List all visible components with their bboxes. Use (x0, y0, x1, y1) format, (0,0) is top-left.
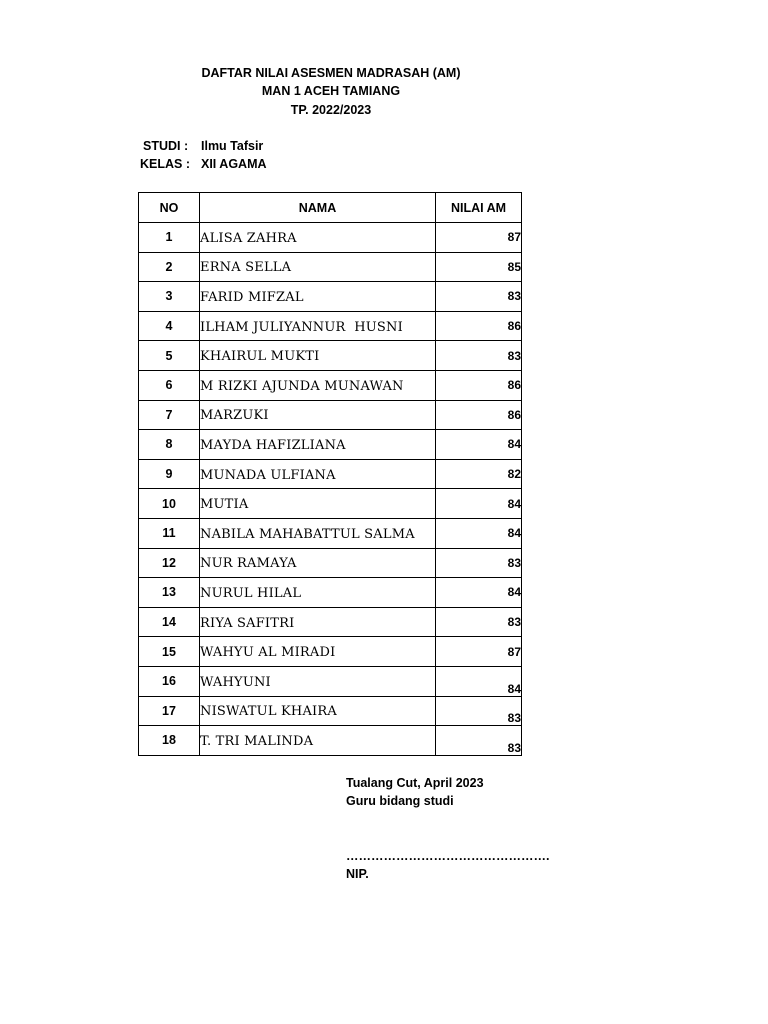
row-number: 5 (139, 341, 200, 371)
student-name-cell (200, 666, 436, 696)
student-name-cell (200, 607, 436, 637)
school-year: TP. 2022/2023 (290, 103, 372, 117)
table-row (139, 282, 522, 312)
table-row (139, 489, 522, 519)
student-name-cell (200, 400, 436, 430)
student-name: NABILA MAHABATTUL SALMA (200, 526, 415, 542)
score: 83 (436, 607, 522, 637)
student-name: M RIZKI AJUNDA MUNAWAN (200, 378, 404, 394)
signature-nip: NIP. (346, 867, 369, 881)
table-row (139, 370, 522, 400)
grades-table (138, 192, 522, 756)
student-name-cell (200, 430, 436, 460)
student-name-cell (200, 518, 436, 548)
row-number: 9 (139, 459, 200, 489)
student-name-cell (200, 489, 436, 519)
score: 86 (436, 311, 522, 341)
kelas-value: XII AGAMA (201, 157, 267, 171)
score: 86 (436, 400, 522, 430)
student-name-cell (200, 252, 436, 282)
table-row (139, 726, 522, 756)
signature-place-date: Tualang Cut, April 2023 (346, 776, 484, 790)
student-name-cell (200, 459, 436, 489)
student-name-cell (200, 282, 436, 312)
row-number: 7 (139, 400, 200, 430)
student-name: MUNADA ULFIANA (200, 467, 336, 483)
student-name: WAHYU AL MIRADI (200, 645, 336, 661)
score: 83 (436, 341, 522, 371)
row-number: 14 (139, 607, 200, 637)
student-name: KHAIRUL MUKTI (200, 349, 320, 365)
kelas-label: KELAS : (140, 157, 190, 171)
score: 83 (436, 282, 522, 312)
score: 87 (436, 637, 522, 667)
student-name: MARZUKI (200, 408, 269, 424)
student-name: MAYDA HAFIZLIANA (200, 437, 346, 453)
student-name-cell (200, 696, 436, 726)
student-name: MUTIA (200, 497, 249, 513)
student-name-cell (200, 223, 436, 253)
table-header-row (139, 193, 522, 223)
score: 84 (436, 430, 522, 460)
table-row (139, 341, 522, 371)
row-number: 10 (139, 489, 200, 519)
row-number: 17 (139, 696, 200, 726)
score: 84 (436, 578, 522, 608)
row-number: 15 (139, 637, 200, 667)
table-row (139, 578, 522, 608)
table-row (139, 637, 522, 667)
table-row (139, 696, 522, 726)
student-name: FARID MIFZAL (200, 289, 304, 305)
student-name: WAHYUNI (200, 674, 271, 690)
score: 83 (436, 696, 522, 726)
score: 84 (436, 666, 522, 696)
student-name: NUR RAMAYA (200, 556, 297, 572)
score: 86 (436, 370, 522, 400)
score: 83 (436, 548, 522, 578)
table-row (139, 311, 522, 341)
row-number: 11 (139, 518, 200, 548)
signature-dots: …………………………………………. (346, 849, 550, 863)
student-name-cell (200, 578, 436, 608)
table-row (139, 430, 522, 460)
row-number: 3 (139, 282, 200, 312)
table-row (139, 548, 522, 578)
score: 83 (436, 726, 522, 756)
student-name: RIYA SAFITRI (200, 615, 295, 631)
studi-value: Ilmu Tafsir (201, 139, 264, 153)
column-header-no: NO (139, 193, 200, 223)
score: 84 (436, 518, 522, 548)
table-row (139, 607, 522, 637)
table-row (139, 666, 522, 696)
row-number: 8 (139, 430, 200, 460)
row-number: 16 (139, 666, 200, 696)
table-row (139, 459, 522, 489)
student-name: ALISA ZAHRA (200, 230, 297, 246)
table-row (139, 518, 522, 548)
score: 84 (436, 489, 522, 519)
row-number: 12 (139, 548, 200, 578)
row-number: 1 (139, 223, 200, 253)
student-name-cell (200, 637, 436, 667)
student-name-cell (200, 370, 436, 400)
score: 87 (436, 223, 522, 253)
student-name: T. TRI MALINDA (200, 733, 314, 749)
row-number: 6 (139, 370, 200, 400)
row-number: 4 (139, 311, 200, 341)
row-number: 2 (139, 252, 200, 282)
student-name-cell (200, 341, 436, 371)
student-name-cell (200, 548, 436, 578)
row-number: 18 (139, 726, 200, 756)
score: 85 (436, 252, 522, 282)
table-row (139, 400, 522, 430)
student-name: ERNA SELLA (200, 260, 292, 276)
row-number: 13 (139, 578, 200, 608)
studi-label: STUDI : (143, 139, 189, 153)
column-header-nama: NAMA (200, 193, 436, 223)
student-name: NISWATUL KHAIRA (200, 704, 337, 720)
signature-role: Guru bidang studi (346, 794, 454, 808)
table-row (139, 252, 522, 282)
student-name: NURUL HILAL (200, 585, 302, 601)
score: 82 (436, 459, 522, 489)
column-header-nilai: NILAI AM (436, 193, 522, 223)
school-name: MAN 1 ACEH TAMIANG (261, 84, 401, 98)
student-name: ILHAM JULIYANNUR HUSNI (200, 319, 403, 335)
student-name-cell (200, 726, 436, 756)
document-title: DAFTAR NILAI ASESMEN MADRASAH (AM) (201, 66, 461, 80)
table-row (139, 223, 522, 253)
student-name-cell (200, 311, 436, 341)
